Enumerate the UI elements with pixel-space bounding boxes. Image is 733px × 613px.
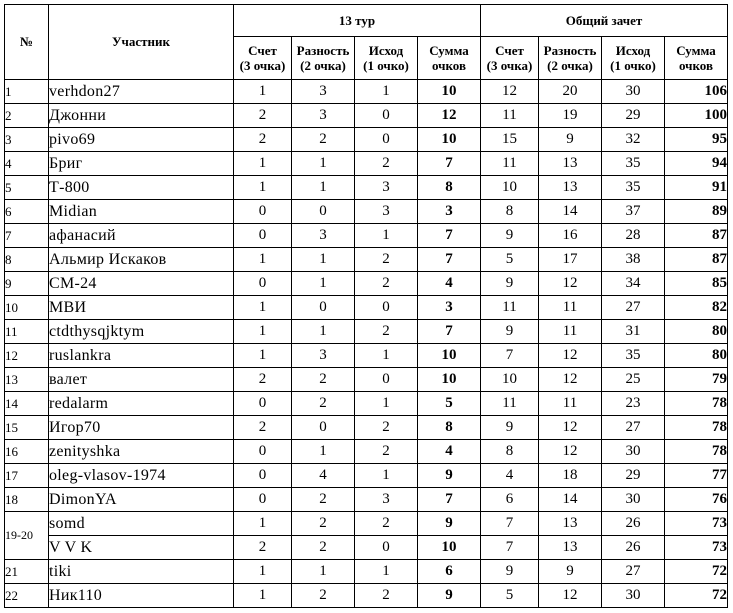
- row-number: 14: [5, 392, 49, 416]
- round-outcome-cell: 0: [355, 296, 418, 320]
- row-number: 21: [5, 560, 49, 584]
- overall-total-cell: 77: [665, 464, 728, 488]
- overall-outcome-cell: 32: [602, 128, 665, 152]
- round-score-cell: 2: [234, 128, 292, 152]
- round-difference-cell: 3: [292, 104, 355, 128]
- round-score-cell: 0: [234, 440, 292, 464]
- table-row: [5, 296, 728, 320]
- participant-name: DimonYA: [49, 488, 234, 512]
- round-total-cell: 10: [418, 536, 481, 560]
- header-round: 13 тур: [234, 5, 481, 37]
- round-total-cell: 8: [418, 416, 481, 440]
- round-total-cell: 8: [418, 176, 481, 200]
- table-row: [5, 128, 728, 152]
- overall-score-cell: 9: [481, 560, 539, 584]
- round-difference-cell: 2: [292, 392, 355, 416]
- round-score-cell: 1: [234, 344, 292, 368]
- overall-score-cell: 10: [481, 368, 539, 392]
- overall-outcome-cell: 23: [602, 392, 665, 416]
- round-score-cell: 1: [234, 152, 292, 176]
- header-overall: Общий зачет: [481, 5, 728, 37]
- standings-table: [4, 4, 728, 608]
- row-number: 15: [5, 416, 49, 440]
- round-score-cell: 1: [234, 560, 292, 584]
- round-score-cell: 0: [234, 464, 292, 488]
- overall-difference-cell: 13: [539, 176, 602, 200]
- round-outcome-header: Исход (1 очко): [355, 37, 418, 80]
- round-total-cell: 7: [418, 224, 481, 248]
- round-outcome-cell: 0: [355, 368, 418, 392]
- row-number: 11: [5, 320, 49, 344]
- overall-outcome-cell: 27: [602, 296, 665, 320]
- header-participant: Участник: [49, 5, 234, 80]
- overall-score-cell: 11: [481, 296, 539, 320]
- round-outcome-cell: 0: [355, 128, 418, 152]
- overall-total-cell: 72: [665, 560, 728, 584]
- round-outcome-cell: 2: [355, 320, 418, 344]
- overall-total-cell: 87: [665, 248, 728, 272]
- round-score-cell: 1: [234, 248, 292, 272]
- overall-total-cell: 79: [665, 368, 728, 392]
- overall-outcome-cell: 30: [602, 440, 665, 464]
- table-row: [5, 392, 728, 416]
- round-score-cell: 1: [234, 512, 292, 536]
- overall-difference-cell: 19: [539, 104, 602, 128]
- overall-total-cell: 78: [665, 440, 728, 464]
- round-outcome-cell: 1: [355, 464, 418, 488]
- overall-score-cell: 9: [481, 416, 539, 440]
- participant-name: redalarm: [49, 392, 234, 416]
- round-difference-cell: 1: [292, 320, 355, 344]
- overall-outcome-cell: 31: [602, 320, 665, 344]
- round-difference-cell: 2: [292, 536, 355, 560]
- round-total-cell: 3: [418, 200, 481, 224]
- round-score-header: Счет (3 очка): [234, 37, 292, 80]
- overall-score-cell: 8: [481, 200, 539, 224]
- round-total-cell: 5: [418, 392, 481, 416]
- round-difference-cell: 1: [292, 248, 355, 272]
- overall-outcome-cell: 30: [602, 488, 665, 512]
- participant-name: МВИ: [49, 296, 234, 320]
- overall-score-cell: 5: [481, 248, 539, 272]
- overall-outcome-cell: 25: [602, 368, 665, 392]
- overall-total-cell: 73: [665, 536, 728, 560]
- overall-total-cell: 78: [665, 416, 728, 440]
- round-score-cell: 0: [234, 488, 292, 512]
- round-outcome-cell: 3: [355, 488, 418, 512]
- round-score-cell: 2: [234, 368, 292, 392]
- participant-name: Бриг: [49, 152, 234, 176]
- overall-difference-cell: 12: [539, 368, 602, 392]
- round-score-cell: 1: [234, 320, 292, 344]
- round-total-cell: 4: [418, 272, 481, 296]
- round-difference-cell: 2: [292, 488, 355, 512]
- overall-score-cell: 15: [481, 128, 539, 152]
- overall-difference-cell: 16: [539, 224, 602, 248]
- overall-score-cell: 7: [481, 536, 539, 560]
- round-total-cell: 12: [418, 104, 481, 128]
- row-number: 16: [5, 440, 49, 464]
- participant-name: tiki: [49, 560, 234, 584]
- round-difference-cell: 2: [292, 128, 355, 152]
- overall-difference-cell: 12: [539, 416, 602, 440]
- overall-total-cell: 91: [665, 176, 728, 200]
- row-number: 12: [5, 344, 49, 368]
- overall-total-cell: 73: [665, 512, 728, 536]
- table-row: [5, 80, 728, 104]
- overall-outcome-cell: 30: [602, 584, 665, 608]
- round-total-cell: 7: [418, 248, 481, 272]
- round-outcome-cell: 0: [355, 536, 418, 560]
- overall-total-cell: 78: [665, 392, 728, 416]
- round-difference-cell: 1: [292, 440, 355, 464]
- overall-outcome-cell: 37: [602, 200, 665, 224]
- participant-name: Альмир Искаков: [49, 248, 234, 272]
- round-score-cell: 2: [234, 104, 292, 128]
- overall-score-cell: 9: [481, 320, 539, 344]
- round-total-cell: 10: [418, 344, 481, 368]
- round-score-cell: 1: [234, 176, 292, 200]
- overall-outcome-cell: 27: [602, 560, 665, 584]
- round-score-cell: 0: [234, 272, 292, 296]
- overall-total-cell: 100: [665, 104, 728, 128]
- row-number: 18: [5, 488, 49, 512]
- overall-difference-cell: 20: [539, 80, 602, 104]
- row-number: 10: [5, 296, 49, 320]
- round-outcome-cell: 1: [355, 392, 418, 416]
- overall-outcome-cell: 26: [602, 512, 665, 536]
- table-row: [5, 344, 728, 368]
- row-number: 2: [5, 104, 49, 128]
- round-difference-cell: 0: [292, 296, 355, 320]
- overall-score-cell: 6: [481, 488, 539, 512]
- round-difference-header: Разность (2 очка): [292, 37, 355, 80]
- overall-outcome-cell: 35: [602, 152, 665, 176]
- overall-difference-header: Разность (2 очка): [539, 37, 602, 80]
- participant-name: zenityshka: [49, 440, 234, 464]
- overall-difference-cell: 11: [539, 296, 602, 320]
- row-number: 9: [5, 272, 49, 296]
- participant-name: ruslankra: [49, 344, 234, 368]
- overall-score-cell: 7: [481, 512, 539, 536]
- overall-difference-cell: 12: [539, 584, 602, 608]
- overall-score-cell: 12: [481, 80, 539, 104]
- round-outcome-cell: 2: [355, 152, 418, 176]
- overall-total-cell: 106: [665, 80, 728, 104]
- participant-name: Т-800: [49, 176, 234, 200]
- round-outcome-cell: 1: [355, 344, 418, 368]
- overall-difference-cell: 18: [539, 464, 602, 488]
- participant-name: Джонни: [49, 104, 234, 128]
- participant-name: афанасий: [49, 224, 234, 248]
- round-total-cell: 10: [418, 80, 481, 104]
- row-number: 22: [5, 584, 49, 608]
- overall-difference-cell: 12: [539, 344, 602, 368]
- participant-name: валет: [49, 368, 234, 392]
- table-row: [5, 416, 728, 440]
- round-outcome-cell: 3: [355, 176, 418, 200]
- table-row: [5, 152, 728, 176]
- round-score-cell: 0: [234, 392, 292, 416]
- round-score-cell: 0: [234, 200, 292, 224]
- round-outcome-cell: 2: [355, 272, 418, 296]
- header-row-groups: [5, 5, 728, 37]
- overall-difference-cell: 13: [539, 536, 602, 560]
- round-difference-cell: 0: [292, 416, 355, 440]
- round-difference-cell: 1: [292, 152, 355, 176]
- table-row: [5, 200, 728, 224]
- row-number: 6: [5, 200, 49, 224]
- overall-score-cell: 4: [481, 464, 539, 488]
- header-num: №: [5, 5, 49, 80]
- round-difference-cell: 4: [292, 464, 355, 488]
- overall-total-cell: 80: [665, 320, 728, 344]
- round-outcome-cell: 2: [355, 416, 418, 440]
- participant-name: ctdthysqjktym: [49, 320, 234, 344]
- round-difference-cell: 2: [292, 368, 355, 392]
- table-row: [5, 536, 728, 560]
- table-row: [5, 224, 728, 248]
- overall-outcome-cell: 38: [602, 248, 665, 272]
- round-total-cell: 7: [418, 488, 481, 512]
- participant-name: Ник110: [49, 584, 234, 608]
- round-outcome-cell: 0: [355, 104, 418, 128]
- overall-score-cell: 11: [481, 104, 539, 128]
- participant-name: verhdon27: [49, 80, 234, 104]
- round-difference-cell: 2: [292, 584, 355, 608]
- table-row: [5, 248, 728, 272]
- round-score-cell: 1: [234, 296, 292, 320]
- table-row: [5, 320, 728, 344]
- round-outcome-cell: 1: [355, 80, 418, 104]
- overall-total-cell: 94: [665, 152, 728, 176]
- overall-outcome-cell: 35: [602, 344, 665, 368]
- overall-total-cell: 82: [665, 296, 728, 320]
- round-difference-cell: 3: [292, 344, 355, 368]
- row-number: 4: [5, 152, 49, 176]
- round-outcome-cell: 1: [355, 560, 418, 584]
- row-number: 13: [5, 368, 49, 392]
- overall-difference-cell: 17: [539, 248, 602, 272]
- overall-difference-cell: 11: [539, 320, 602, 344]
- table-row: [5, 464, 728, 488]
- overall-outcome-cell: 34: [602, 272, 665, 296]
- overall-score-cell: 11: [481, 152, 539, 176]
- row-number: 1: [5, 80, 49, 104]
- overall-total-cell: 89: [665, 200, 728, 224]
- round-total-cell: 10: [418, 128, 481, 152]
- overall-total-cell: 87: [665, 224, 728, 248]
- round-total-cell: 7: [418, 152, 481, 176]
- round-total-cell: 7: [418, 320, 481, 344]
- round-difference-cell: 1: [292, 272, 355, 296]
- round-score-cell: 1: [234, 584, 292, 608]
- overall-outcome-cell: 30: [602, 80, 665, 104]
- round-total-cell: 3: [418, 296, 481, 320]
- round-difference-cell: 2: [292, 512, 355, 536]
- overall-outcome-header: Исход (1 очко): [602, 37, 665, 80]
- round-total-header: Сумма очков: [418, 37, 481, 80]
- overall-score-cell: 9: [481, 224, 539, 248]
- table-row: [5, 440, 728, 464]
- overall-score-cell: 9: [481, 272, 539, 296]
- participant-name: СМ-24: [49, 272, 234, 296]
- overall-total-cell: 80: [665, 344, 728, 368]
- overall-outcome-cell: 28: [602, 224, 665, 248]
- overall-outcome-cell: 26: [602, 536, 665, 560]
- round-score-cell: 2: [234, 416, 292, 440]
- overall-difference-cell: 13: [539, 512, 602, 536]
- overall-difference-cell: 14: [539, 200, 602, 224]
- overall-total-cell: 72: [665, 584, 728, 608]
- round-total-cell: 9: [418, 512, 481, 536]
- overall-difference-cell: 14: [539, 488, 602, 512]
- overall-score-cell: 5: [481, 584, 539, 608]
- table-row: [5, 368, 728, 392]
- overall-total-cell: 76: [665, 488, 728, 512]
- table-row: [5, 560, 728, 584]
- table-row: [5, 104, 728, 128]
- row-number: 19-20: [5, 512, 49, 560]
- round-total-cell: 4: [418, 440, 481, 464]
- round-total-cell: 9: [418, 584, 481, 608]
- table-row: [5, 584, 728, 608]
- overall-difference-cell: 9: [539, 128, 602, 152]
- table-body: [5, 80, 728, 608]
- table-row: [5, 512, 728, 536]
- row-number: 5: [5, 176, 49, 200]
- overall-score-header: Счет (3 очка): [481, 37, 539, 80]
- participant-name: Midian: [49, 200, 234, 224]
- round-total-cell: 6: [418, 560, 481, 584]
- overall-outcome-cell: 29: [602, 104, 665, 128]
- round-difference-cell: 1: [292, 560, 355, 584]
- overall-difference-cell: 12: [539, 440, 602, 464]
- overall-difference-cell: 13: [539, 152, 602, 176]
- table-row: [5, 176, 728, 200]
- overall-total-cell: 85: [665, 272, 728, 296]
- overall-score-cell: 10: [481, 176, 539, 200]
- participant-name: pivo69: [49, 128, 234, 152]
- overall-score-cell: 8: [481, 440, 539, 464]
- table-row: [5, 272, 728, 296]
- round-outcome-cell: 1: [355, 224, 418, 248]
- round-outcome-cell: 3: [355, 200, 418, 224]
- round-total-cell: 9: [418, 464, 481, 488]
- participant-name: oleg-vlasov-1974: [49, 464, 234, 488]
- round-outcome-cell: 2: [355, 248, 418, 272]
- overall-score-cell: 11: [481, 392, 539, 416]
- round-outcome-cell: 2: [355, 584, 418, 608]
- round-difference-cell: 0: [292, 200, 355, 224]
- row-number: 8: [5, 248, 49, 272]
- round-total-cell: 10: [418, 368, 481, 392]
- participant-name: Игор70: [49, 416, 234, 440]
- overall-score-cell: 7: [481, 344, 539, 368]
- participant-name: somd: [49, 512, 234, 536]
- row-number: 17: [5, 464, 49, 488]
- overall-outcome-cell: 35: [602, 176, 665, 200]
- row-number: 3: [5, 128, 49, 152]
- participant-name: V V K: [49, 536, 234, 560]
- round-difference-cell: 3: [292, 224, 355, 248]
- round-difference-cell: 3: [292, 80, 355, 104]
- overall-total-cell: 95: [665, 128, 728, 152]
- row-number: 7: [5, 224, 49, 248]
- round-difference-cell: 1: [292, 176, 355, 200]
- round-outcome-cell: 2: [355, 512, 418, 536]
- overall-outcome-cell: 27: [602, 416, 665, 440]
- overall-difference-cell: 9: [539, 560, 602, 584]
- round-score-cell: 2: [234, 536, 292, 560]
- overall-outcome-cell: 29: [602, 464, 665, 488]
- overall-total-header: Сумма очков: [665, 37, 728, 80]
- round-score-cell: 0: [234, 224, 292, 248]
- round-score-cell: 1: [234, 80, 292, 104]
- overall-difference-cell: 11: [539, 392, 602, 416]
- overall-difference-cell: 12: [539, 272, 602, 296]
- table-row: [5, 488, 728, 512]
- round-outcome-cell: 2: [355, 440, 418, 464]
